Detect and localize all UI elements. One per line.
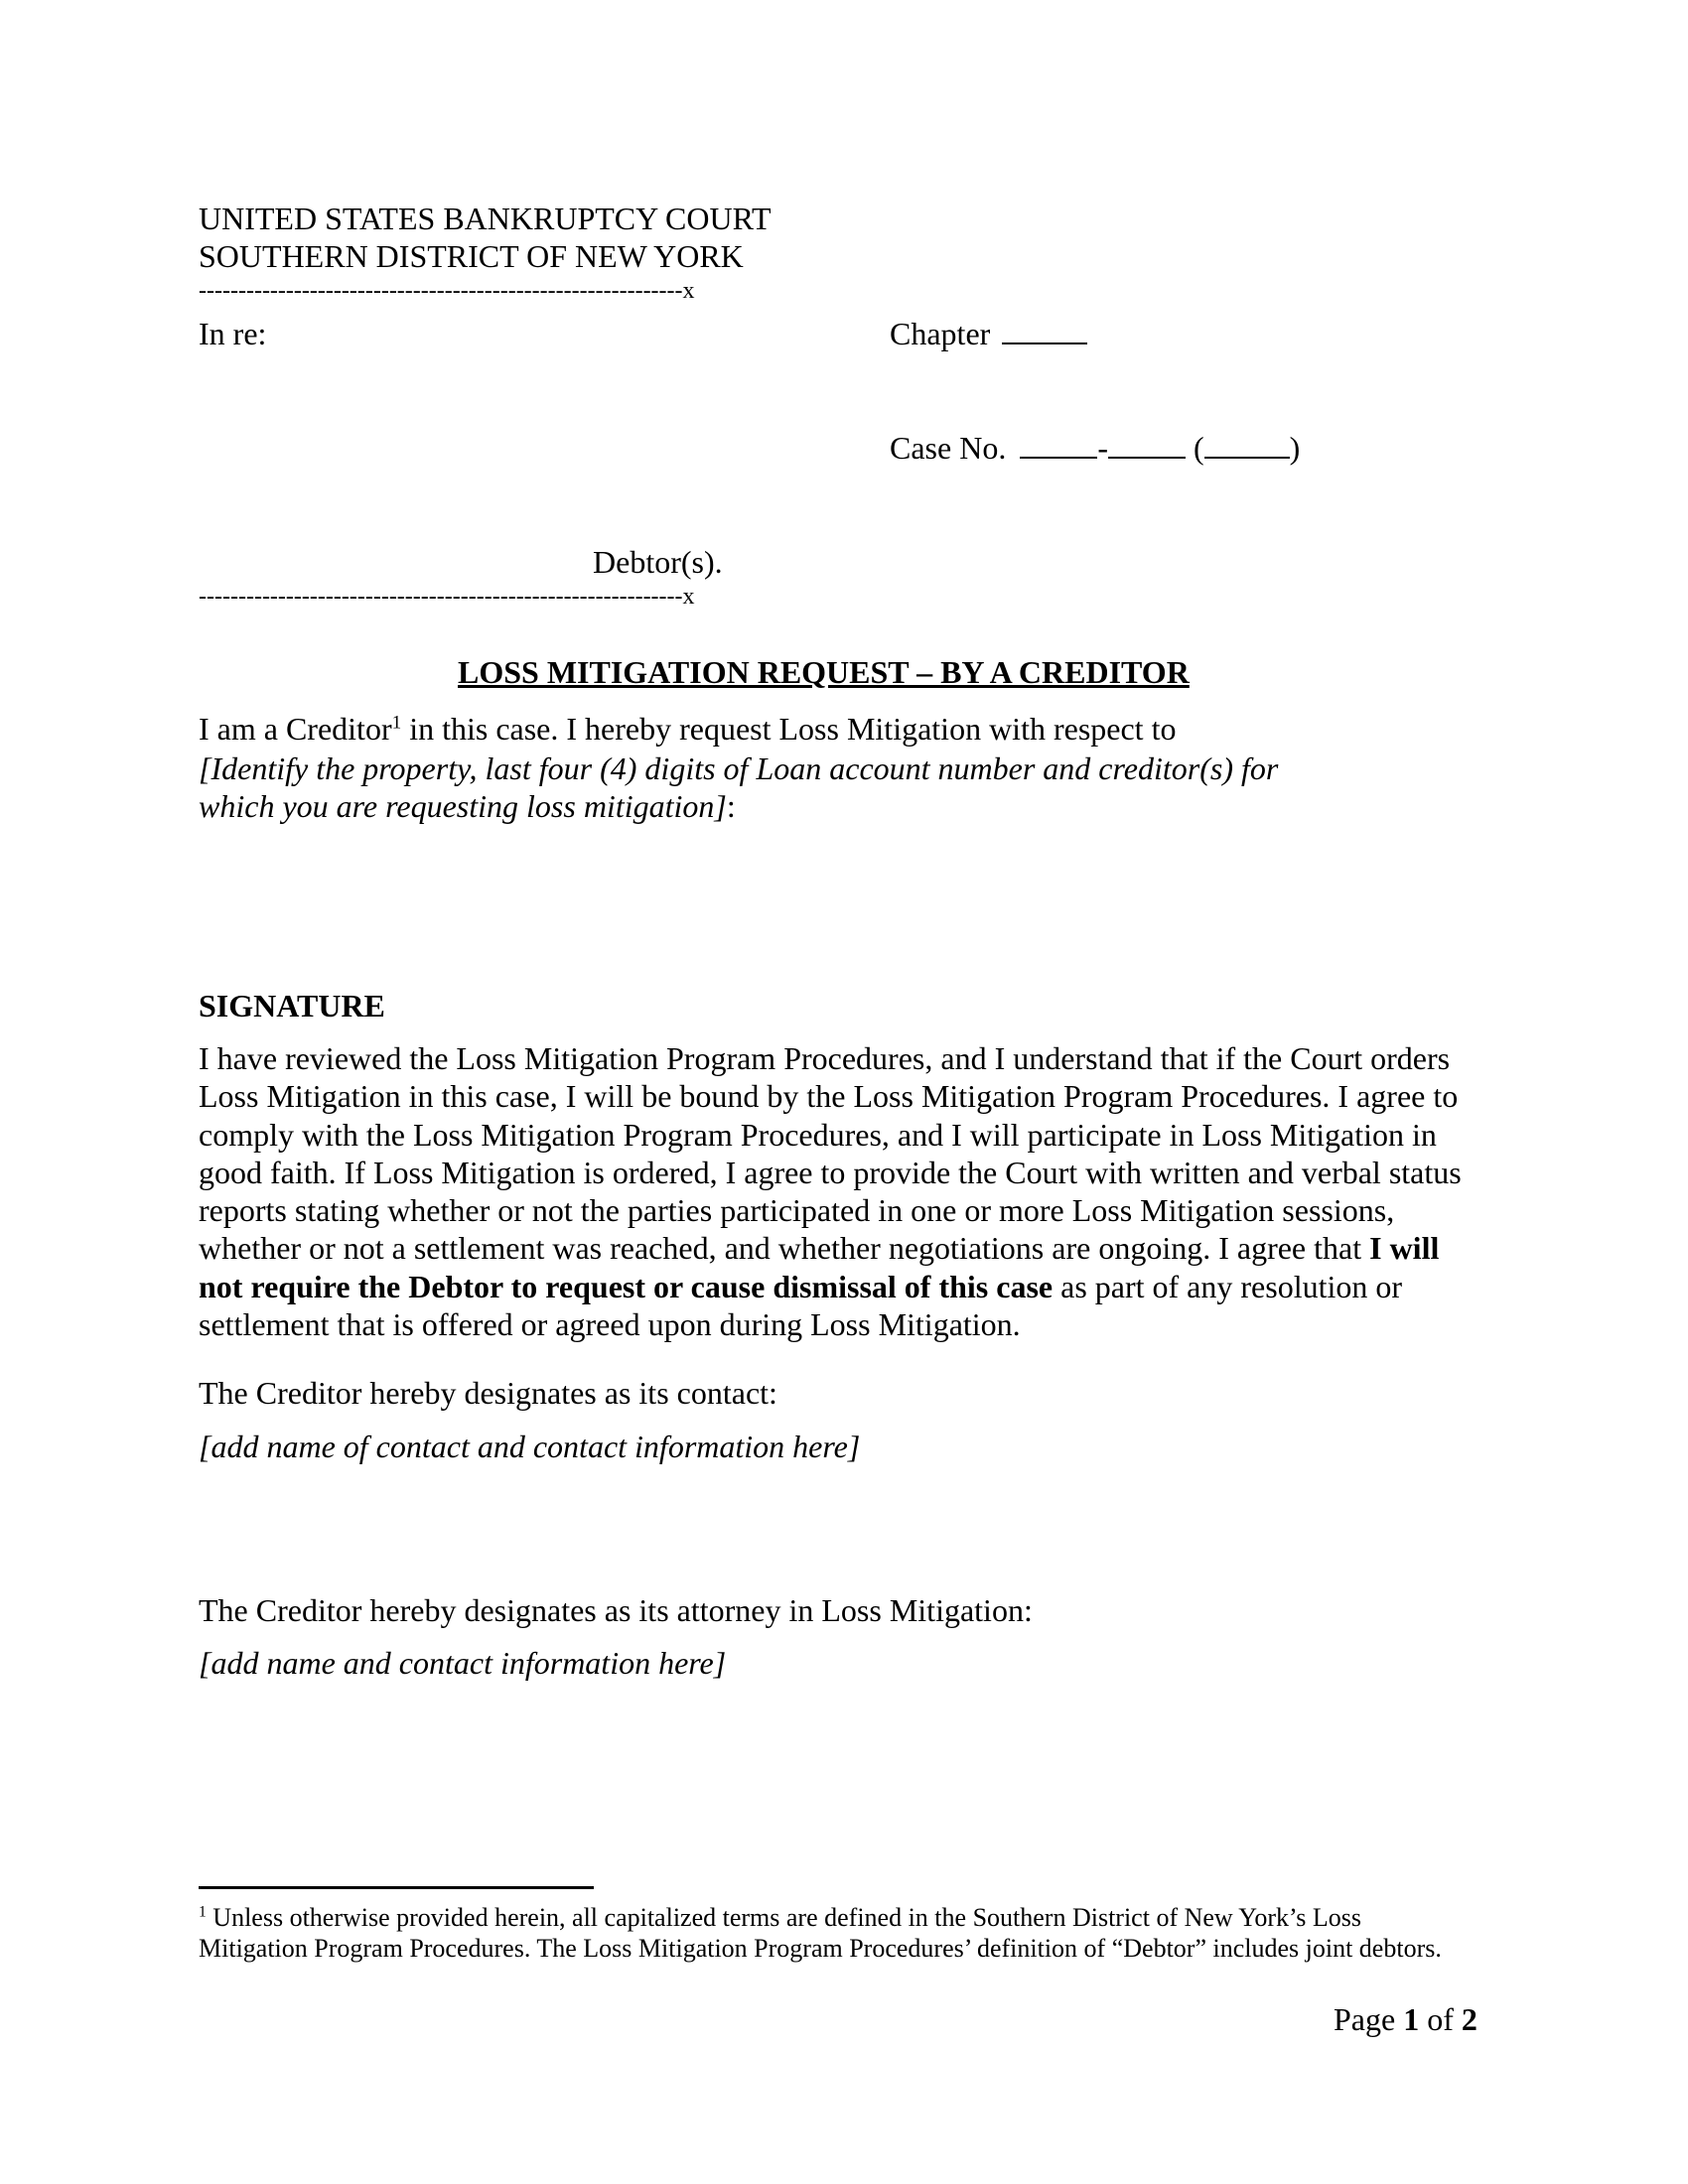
- chapter-blank[interactable]: [1002, 317, 1087, 344]
- case-no-close-paren: ): [1289, 430, 1301, 466]
- document-title: LOSS MITIGATION REQUEST – BY A CREDITOR: [458, 654, 1190, 690]
- case-no-label: Case No.: [890, 430, 1007, 466]
- footnote: [199, 1902, 1470, 1964]
- page-current: 1: [1403, 2001, 1420, 2037]
- case-no-blank-3[interactable]: [1204, 431, 1290, 459]
- in-re-label: In re:: [199, 316, 267, 351]
- footnote-ref: 1: [391, 712, 402, 734]
- debtors-label: Debtor(s).: [593, 544, 723, 580]
- chapter-field: [890, 315, 1087, 352]
- attorney-label: The Creditor hereby designates as its attorney in Loss Mitigation:: [199, 1592, 1033, 1628]
- signature-heading: SIGNATURE: [199, 988, 385, 1024]
- signature-body-bold: I will not require the Debtor to request or cause dismissal of this case: [199, 1230, 1440, 1304]
- signature-body-tail: as part of any resolution or settlement that is offered or agreed upon during Loss Mitigation.: [199, 1268, 1403, 1343]
- request-instruction-line2: [199, 787, 736, 825]
- contact-placeholder[interactable]: [add name of contact and contact information here]: [199, 1429, 861, 1464]
- caption-separator-top: -------------------------------------------------------------x: [199, 278, 695, 304]
- case-no-blank-1[interactable]: [1020, 431, 1097, 459]
- case-no-open-paren: (: [1193, 430, 1204, 466]
- attorney-placeholder[interactable]: [add name and contact information here]: [199, 1645, 727, 1681]
- page-total: 2: [1461, 2001, 1477, 2037]
- signature-body-text: I have reviewed the Loss Mitigation Program Procedures, and I understand that if the Court orders Loss Mitigation in this case, I will be bound by the Loss Mitigation Program Procedures. I agree to comply with the Loss Mitigation Program Procedures, and I will participate in Loss Mitigation in good faith. If Loss Mitigation is ordered, I agree to provide the Court with written and verbal status reports stating whether or not the parties participated in one or more Loss Mitigation sessions, whether or not a settlement was reached, and whether negotiations are ongoing. I agree that: [199, 1040, 1462, 1267]
- court-name: UNITED STATES BANKRUPTCY COURT: [199, 201, 772, 236]
- court-district: SOUTHERN DISTRICT OF NEW YORK: [199, 238, 744, 274]
- request-instruction-text: which you are requesting loss mitigation]: [199, 788, 727, 824]
- contact-label: The Creditor hereby designates as its contact:: [199, 1375, 777, 1411]
- page-word: Page: [1334, 2001, 1396, 2037]
- request-intro-b: in this case. I hereby request Loss Mitigation with respect to: [401, 711, 1177, 747]
- chapter-label: Chapter: [890, 316, 991, 351]
- case-number-field: [890, 429, 1300, 467]
- request-intro-a: I am a Creditor: [199, 711, 392, 747]
- page-of-word: of: [1427, 2001, 1454, 2037]
- page-number: [1334, 2000, 1477, 2038]
- request-instruction-line1: [Identify the property, last four (4) digits of Loan account number and creditor(s) for: [199, 751, 1279, 786]
- signature-body: [199, 1039, 1489, 1343]
- case-no-dash: -: [1097, 430, 1108, 466]
- request-instruction-colon: :: [726, 788, 736, 824]
- footnote-rule: [199, 1886, 594, 1889]
- request-intro: [199, 710, 1176, 748]
- footnote-text: Unless otherwise provided herein, all capitalized terms are defined in the Southern District of New York’s Loss Mitigation Program Procedures. The Loss Mitigation Program Procedures’ definition of “Debtor” includes joint debtors.: [199, 1903, 1442, 1963]
- caption-separator-bottom: -------------------------------------------------------------x: [199, 584, 695, 610]
- footnote-marker: 1: [199, 1903, 207, 1921]
- case-no-blank-2[interactable]: [1108, 431, 1186, 459]
